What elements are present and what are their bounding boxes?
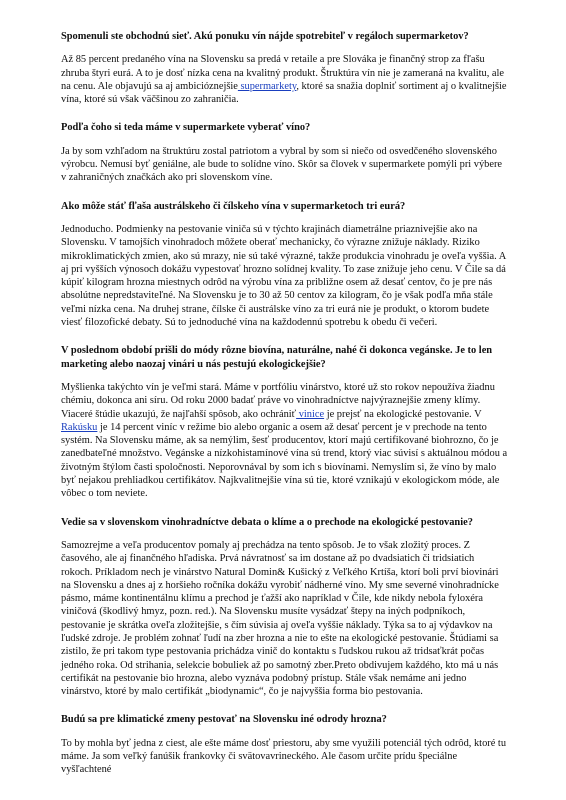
vinice-link[interactable]: vinice	[296, 408, 325, 420]
section-1-answer-text: Až 85 percent predaného vína na Slovensku sa predá v retaile a pre Slováka je finančný strop za fľašu zhruba štyri eurá. A to je dosť nízka cena na kvalitný produkt. Štruktúra vín nie je zameraná na kvalitu, ale na cenu. Ale objavujú sa aj ambicióznejšie	[61, 54, 505, 92]
section-6-answer: To by mohla byť jedna z ciest, ale ešte máme dosť priestoru, aby sme využili potenciál tých odrôd, ktoré tu máme. Ja som veľký fanúšik frankovky či svätovavrineckého. Ale časom určite prídu špeciálne vyšľachtené	[61, 737, 507, 776]
section-4-answer-text: Myšlienka takýchto vín je veľmi stará. Máme v portfóliu vinárstvo, ktoré už sto rokov nepoužíva žiadnu chémiu, dokonca ani síru. Od roku 2000 badať práve vo vinohradníctve najvýraznejšie zmeny klímy. Viaceré štúdie ukazujú, že najľahší spôsob, ako ochrániť	[61, 381, 495, 420]
section-4-answer-text-mid: je prejsť na ekologické pestovanie. V	[324, 408, 482, 420]
section-4-question: V poslednom období prišli do módy rôzne biovína, naturálne, nahé či dokonca vegánske. Je to len marketing alebo naozaj vinári u nás pestujú ekologickejšie?	[61, 345, 493, 370]
section-3-question: Ako môže stáť fľaša austrálskeho či čílskeho vína v supermarketoch tri eurá?	[61, 200, 406, 212]
rakusko-link[interactable]: Rakúsku	[61, 421, 98, 433]
section-1-answer	[61, 53, 508, 106]
supermarkety-link[interactable]: supermarkety	[237, 80, 297, 92]
section-1-answer-text-end: , ktoré sa snažia doplniť sortiment aj o kvalitnejšie vína, ktoré sú však väčšinou zo zahraničia.	[61, 80, 507, 106]
section-4-answer	[61, 381, 508, 501]
section-2-question: Podľa čoho si teda máme v supermarkete vyberať víno?	[61, 122, 311, 134]
section-3-answer: Jednoducho. Podmienky na pestovanie viniča sú v týchto krajinách diametrálne priaznivejšie ako na Slovensku. V tamojších vinohradoch môžete oberať mechanicky, čo výrazne znižuje náklady. Riziko mikroklimatických zmien, ako sú mrazy, nie sú také výrazné, takže produkcia vinohradu je oveľa vyššia. A aj pri vyšších výnosoch dokážu vypestovať hrozno solídnej kvality. To zase znižuje jeho cenu. V Čile sa dá kúpiť kilogram hrozna miestnych odrôd na výrobu vína za približne osem až desať centov, čo je pre nás absolútne nepredstaviteľné. Na Slovensku je to 30 až 50 centov za kilogram, čo je však podľa mňa stále veľmi nízka cena. Na druhej strane, čílske či austrálske víno za tri eurá nie je produkt, o ktorom budete viesť filozofické debaty. Sú to jednoduché vína na každodennú spotrebu k obedu či večeri.	[61, 223, 506, 329]
section-4-answer-text-end: je 14 percent viníc v režime bio alebo organic a osem až desať percent je v prechode na tento systém. Na Slovensku máme, ak sa nemýlim, šesť producentov, ktorí majú certifikované biohrozno, čo je zanedbateľné množstvo. Vegánske a nízkohistamínové vína sú trend, ktorý viac súvisí s aktuálnou módou a životným štýlom časti spoločnosti. Neporovnával by som ich s biovínami. Nemyslím si, že víno by malo byť nejakou prehliadkou certifikátov. Najkvalitnejšie vína sú tie, ktoré vznikajú v ekologickom móde, ale vôbec o tom neviete.	[61, 421, 508, 500]
section-6-question: Budú sa pre klimatické zmeny pestovať na Slovensku iné odrody hrozna?	[61, 714, 387, 726]
section-1-question: Spomenuli ste obchodnú sieť. Akú ponuku vín nájde spotrebiteľ v regáloch supermarketov?	[61, 31, 469, 42]
section-2-answer: Ja by som vzhľadom na štruktúru zostal patriotom a vybral by som si niečo od osvedčeného slovenského výrobcu. Nemusí byť geniálne, ale bude to solídne víno. Skôr sa človek v supermarkete pomýli pri výbere v zahraničných značkách ako pri slovenskom víne.	[61, 145, 503, 184]
section-5-question: Vedie sa v slovenskom vinohradníctve debata o klíme a o prechode na ekologické pestovanie?	[61, 516, 473, 528]
section-5-answer: Samozrejme a veľa producentov pomaly aj prechádza na tento spôsob. Je to však zložitý proces. Z časového, ale aj finančného hľadiska. Prvá návratnosť sa im dostane až po dvadsiatich či tridsiatich rokoch. Príkladom nech je vinárstvo Natural Domin& Kušický z Veľkého Krtíša, ktorí boli prví biovinári na Slovensku a dnes aj z horšieho ročníka dokážu vyrobiť nádherné víno. My sme severné vinohradnícke pásmo, máme kontinentálnu klímu a prechod je ťažší ako napríklad v Čile, kde nikdy nebola fyloxéra viničová (škodlivý hmyz, pozn. red.). Na Slovensku musíte vysádzať štepy na iných podpníkoch, pestovanie je skrátka oveľa zložitejšie, s čím súvisia aj oveľa vyššie náklady. Týka sa to aj výdavkov na ľudské zdroje. Je problém zohnať ľudí na zber hrozna a nie to ešte na ekologické pestovanie. Štúdiami sa zistilo, že pri takom type pestovania prichádza vinič do kontaktu s ľudskou rukou až tridsaťkrát počas jedného roka. Od strihania, selekcie bobuliek až po samotný zber.Preto obdivujem každého, kto má u nás certifikát na pestovanie bio hrozna, alebo vyznáva podobný prístup. Stále však nemáme ani jedno vinárstvo, ktoré by malo certifikát „biodynamic“, čo je najvyššia forma bio pestovania.	[61, 539, 499, 698]
